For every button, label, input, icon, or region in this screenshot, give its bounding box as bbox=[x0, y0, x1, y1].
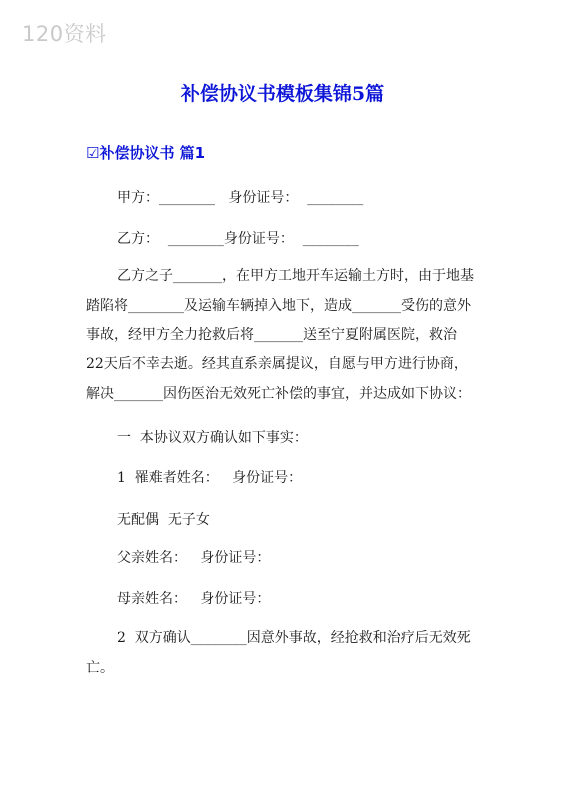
party-a-line: 甲方：________ 身份证号： ________ bbox=[117, 190, 364, 206]
item-2-line: 2 双方确认________因意外事故，经抢救和治疗后无效死 bbox=[117, 630, 471, 646]
paragraph-line: 事故，经甲方全力抢救后将_______送至宁夏附属医院，救治 bbox=[86, 327, 457, 343]
marital-status: 无配偶 无子女 bbox=[117, 512, 210, 528]
section-heading: ☑补偿协议书 篇1 bbox=[86, 144, 206, 162]
father-line: 父亲姓名： 身份证号： bbox=[117, 550, 271, 566]
paragraph-line: 乙方之子_______，在甲方工地开车运输土方时，由于地基 bbox=[117, 268, 474, 284]
item-2-line: 亡。 bbox=[86, 660, 114, 676]
paragraph-line: 踏陷将________及运输车辆掉入地下，造成_______受伤的意外 bbox=[86, 298, 471, 314]
mother-line: 母亲姓名： 身份证号： bbox=[117, 591, 271, 607]
document-title: 补偿协议书模板集锦5篇 bbox=[180, 83, 385, 105]
party-b-line: 乙方： ________身份证号： ________ bbox=[117, 231, 359, 247]
watermark: 120资料 bbox=[22, 22, 107, 46]
item-1-victim: 1 罹难者姓名： 身份证号： bbox=[117, 470, 303, 486]
paragraph-line: 22天后不幸去逝。经其直系亲属提议，自愿与甲方进行协商， bbox=[86, 356, 468, 372]
paragraph-line: 解决_______因伤医治无效死亡补偿的事宜，并达成如下协议： bbox=[86, 386, 471, 402]
clause-one: 一 本协议双方确认如下事实： bbox=[117, 430, 308, 446]
